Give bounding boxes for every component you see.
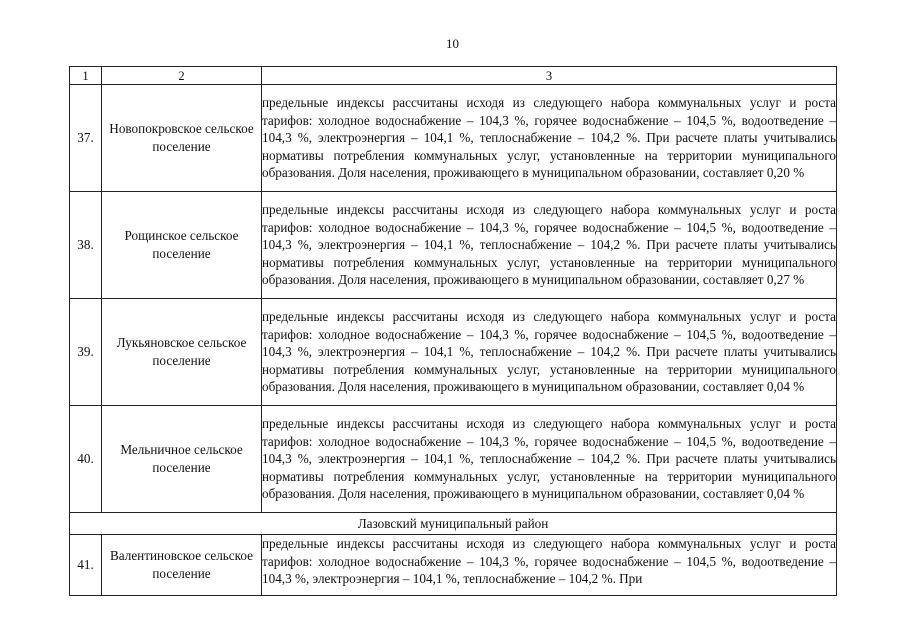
tariff-description: предельные индексы рассчитаны исходя из следующего набора коммунальных услуг и роста тарифов: холодное водоснабжение – 104,3 %, горячее водоснабжение – 104,5 %, водоотведение – 104,3 %, электроэнергия – 104,1 %, теплоснабжение – 104,2 %. При расчете платы учитывались нормативы потребления коммунальных услуг, установленные на территории муниципального образования. Доля населения, проживающего в муниципальном образовании, составляет 0,04 % — [262, 406, 837, 513]
table-row — [70, 535, 837, 596]
tariff-description: предельные индексы рассчитаны исходя из следующего набора коммунальных услуг и роста тарифов: холодное водоснабжение – 104,3 %, горячее водоснабжение – 104,5 %, водоотведение – 104,3 %, электроэнергия – 104,1 %, теплоснабжение – 104,2 %. При расчете платы учитывались нормативы потребления коммунальных услуг, установленные на территории муниципального образования. Доля населения, проживающего в муниципальном образовании, составляет 0,04 % — [262, 299, 837, 406]
row-number: 39. — [70, 299, 102, 406]
tariff-description-cell — [262, 535, 837, 596]
table-row — [70, 299, 837, 406]
column-header-1: 1 — [70, 67, 102, 85]
table-row — [70, 85, 837, 192]
settlement-name: Валентиновское сельское поселение — [102, 535, 262, 596]
district-header-row — [70, 513, 837, 535]
tariff-index-table — [69, 66, 837, 596]
settlement-name: Новопокровское сельское поселение — [102, 85, 262, 192]
row-number: 38. — [70, 192, 102, 299]
row-number: 40. — [70, 406, 102, 513]
row-number: 37. — [70, 85, 102, 192]
row-number: 41. — [70, 535, 102, 596]
tariff-description: предельные индексы рассчитаны исходя из следующего набора коммунальных услуг и роста тарифов: холодное водоснабжение – 104,3 %, горячее водоснабжение – 104,5 %, водоотведение – 104,3 %, электроэнергия – 104,1 %, теплоснабжение – 104,2 %. При расчете платы учитывались нормативы потребления коммунальных услуг, установленные на территории муниципального образования. Доля населения, проживающего в муниципальном образовании, составляет 0,27 % — [262, 192, 837, 299]
settlement-name: Рощинское сельское поселение — [102, 192, 262, 299]
column-header-2: 2 — [102, 67, 262, 85]
table-row — [70, 406, 837, 513]
tariff-description: предельные индексы рассчитаны исходя из следующего набора коммунальных услуг и роста тарифов: холодное водоснабжение – 104,3 %, горячее водоснабжение – 104,5 %, водоотведение – 104,3 %, электроэнергия – 104,1 %, теплоснабжение – 104,2 %. При — [262, 536, 836, 587]
district-name: Лазовский муниципальный район — [70, 513, 837, 535]
tariff-description: предельные индексы рассчитаны исходя из следующего набора коммунальных услуг и роста тарифов: холодное водоснабжение – 104,3 %, горячее водоснабжение – 104,5 %, водоотведение – 104,3 %, электроэнергия – 104,1 %, теплоснабжение – 104,2 %. При расчете платы учитывались нормативы потребления коммунальных услуг, установленные на территории муниципального образования. Доля населения, проживающего в муниципальном образовании, составляет 0,20 % — [262, 85, 837, 192]
page-number: 10 — [446, 36, 459, 51]
column-header-3: 3 — [262, 67, 837, 85]
table-row — [70, 192, 837, 299]
table-header-row — [70, 67, 837, 85]
settlement-name: Лукьяновское сельское поселение — [102, 299, 262, 406]
settlement-name: Мельничное сельское поселение — [102, 406, 262, 513]
